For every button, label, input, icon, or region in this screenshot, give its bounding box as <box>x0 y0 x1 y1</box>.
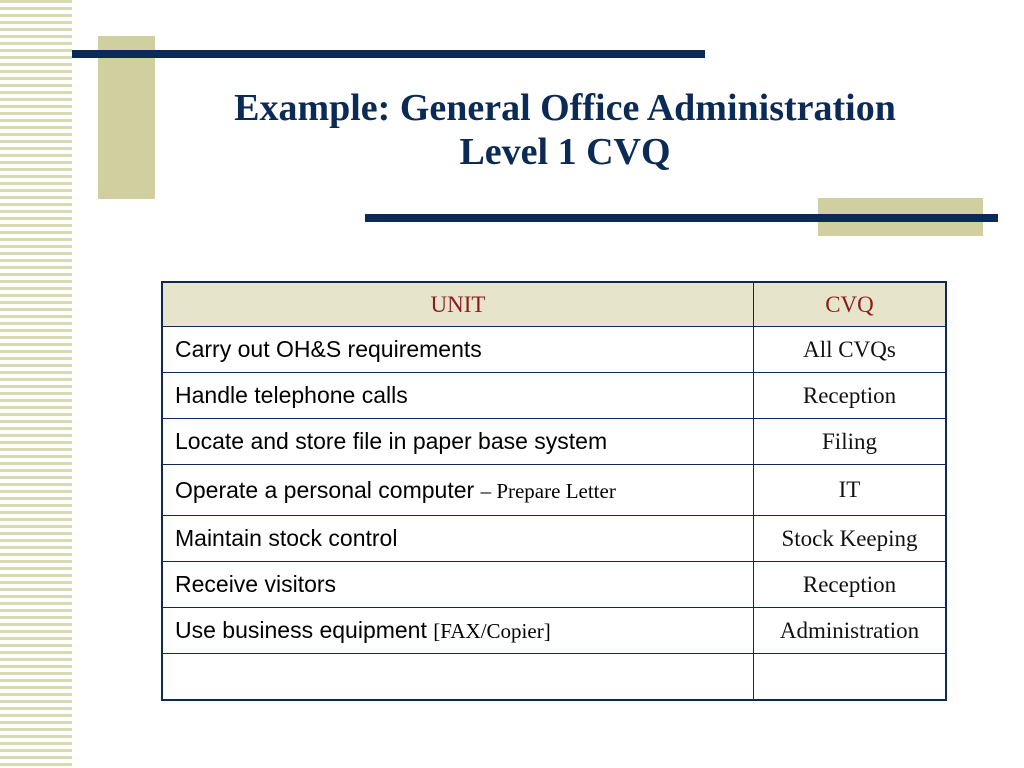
unit-cell <box>162 516 754 562</box>
header-unit: UNIT <box>162 282 754 327</box>
title-rule-bottom <box>365 214 998 222</box>
title-rule-top <box>72 50 705 58</box>
slide-title <box>150 86 980 174</box>
unit-text: Handle telephone calls <box>175 382 408 408</box>
cvq-cell: All CVQs <box>754 327 947 373</box>
unit-extra-text: [FAX/Copier] <box>433 619 551 643</box>
unit-cell <box>162 373 754 419</box>
unit-text: Receive visitors <box>175 571 337 597</box>
slide-title-line-2: Level 1 CVQ <box>459 131 671 173</box>
table-row <box>162 516 946 562</box>
table-header-row <box>162 282 946 327</box>
slide-title-line-1: Example: General Office Administration <box>234 87 896 129</box>
unit-cell <box>162 419 754 465</box>
unit-text: Maintain stock control <box>175 525 398 551</box>
unit-extra-text: – Prepare Letter <box>480 478 616 503</box>
unit-cvq-table <box>161 281 947 701</box>
table-row <box>162 327 946 373</box>
unit-text: Operate a personal computer <box>175 476 481 503</box>
cvq-cell: Filing <box>754 419 947 465</box>
table-row <box>162 562 946 608</box>
table-row <box>162 465 946 516</box>
header-cvq: CVQ <box>754 282 947 327</box>
unit-cell <box>162 654 754 700</box>
table-row <box>162 419 946 465</box>
cvq-cell: Administration <box>754 608 947 654</box>
unit-cell <box>162 608 754 654</box>
table-row <box>162 373 946 419</box>
cvq-cell: IT <box>754 465 947 516</box>
table-row-empty <box>162 654 946 700</box>
cvq-cell: Reception <box>754 562 947 608</box>
decorative-stripes <box>0 0 72 768</box>
unit-text: Carry out OH&S requirements <box>175 336 482 362</box>
unit-cell <box>162 327 754 373</box>
decorative-block-left <box>98 36 155 199</box>
unit-cell <box>162 465 754 516</box>
cvq-cell <box>754 654 947 700</box>
unit-text: Locate and store file in paper base system <box>175 428 608 454</box>
table-row <box>162 608 946 654</box>
unit-text: Use business equipment <box>175 617 434 643</box>
unit-cell <box>162 562 754 608</box>
cvq-cell: Reception <box>754 373 947 419</box>
cvq-cell: Stock Keeping <box>754 516 947 562</box>
